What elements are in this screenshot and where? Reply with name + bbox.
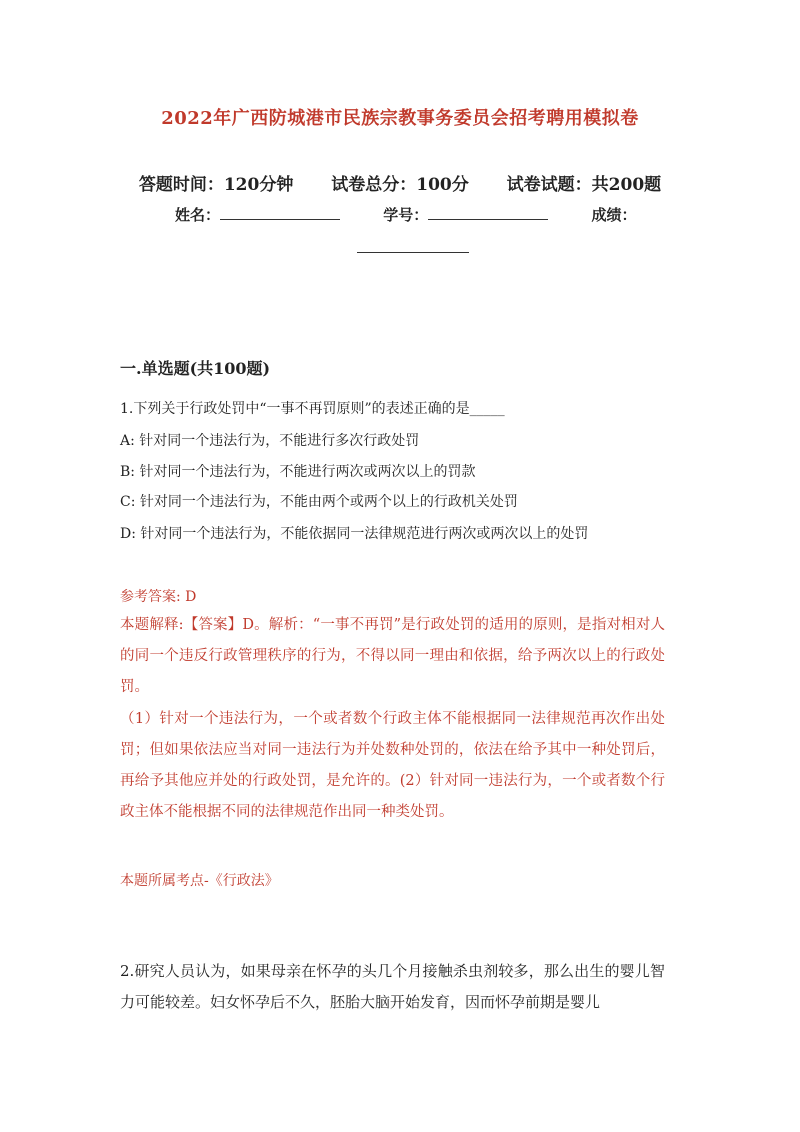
exam-time: 答题时间：120分钟 [138,175,294,195]
question-1-explanation: 本题解释:【答案】D。解析：“一事不再罚”是行政处罚的适用的原则，是指对相对人的同一个违反行政管理秩序的行为，不得以同一理由和依据，给予两次以上的行政处罚。 [120,617,665,695]
question-1-explanation-detail: （1）针对一个违法行为，一个或者数个行政主体不能根据同一法律规范再次作出处罚；但如果依法应当对同一违法行为并处数种处罚的，依法在给予其中一种处罚后，再给予其他应并处的行政处罚，是允许的。(2）针对同一违法行为，一个或者数个行政主体不能根据不同的法律规范作出同一种类处罚。 [120,711,665,820]
grade-blank [357,248,469,253]
question-2-stem: 2.研究人员认为，如果母亲在怀孕的头几个月接触杀虫剂较多，那么出生的婴儿智力可能较差。妇女怀孕后不久，胚胎大脑开始发育，因而怀孕前期是婴儿 [120,962,665,1011]
section-title: 一.单选题(共100题) [120,359,271,378]
id-label: 学号： [383,206,429,224]
exam-question-count: 试卷试题：共200题 [506,175,662,195]
exam-meta [0,170,800,195]
grade-blank-row [357,238,469,257]
question-1-option-a: A: 针对同一个违法行为，不能进行多次行政处罚 [120,433,420,449]
page-title: 2022年广西防城港市民族宗教事务委员会招考聘用模拟卷 [161,108,639,129]
question-1-stem: 1.下列关于行政处罚中“一事不再罚原则”的表述正确的是_____ [120,401,505,417]
name-blank [220,205,340,220]
question-1-option-c: C: 针对同一个违法行为，不能由两个或两个以上的行政机关处罚 [120,494,518,510]
student-info [175,204,637,225]
grade-label: 成绩： [591,206,637,224]
name-label: 姓名： [175,206,221,224]
question-1-option-b: B: 针对同一个违法行为，不能进行两次或两次以上的罚款 [120,464,476,480]
question-1-option-d: D: 针对同一个违法行为，不能依据同一法律规范进行两次或两次以上的处罚 [120,526,589,542]
question-1-topic: 本题所属考点-《行政法》 [120,873,279,889]
question-1-answer: 参考答案: D [120,589,197,605]
id-blank [428,205,548,220]
exam-total-score: 试卷总分：100分 [331,175,469,195]
